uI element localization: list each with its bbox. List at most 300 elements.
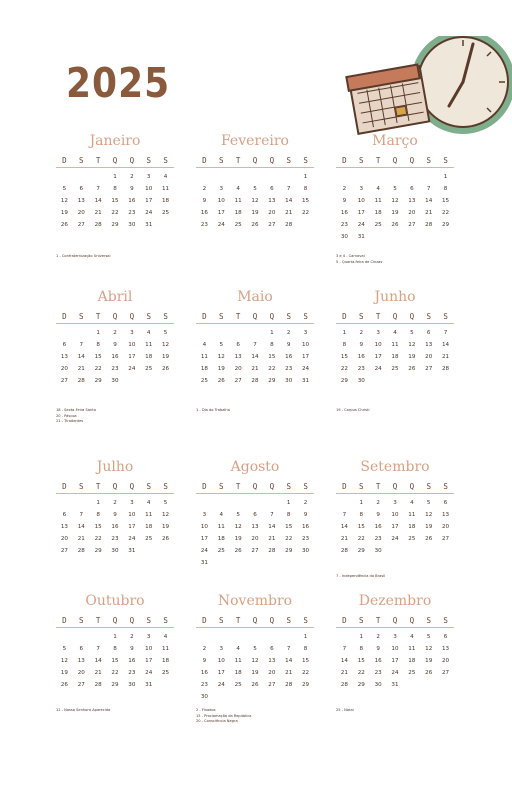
day-cell: 12 [162,512,170,518]
day-grid [196,497,314,569]
day-cell: 27 [425,366,433,372]
day-cell: 31 [357,234,365,240]
day-cell: 13 [425,342,433,348]
day-cell: 20 [425,354,433,360]
day-cell: 18 [200,366,208,372]
day-cell: 5 [426,634,431,640]
month-title: Fevereiro [220,133,289,149]
holiday-item: 15 - Proclamação da República [196,713,252,718]
weekday-label: Q [252,156,258,165]
holiday-item: 5 - Quarta-feira de Cinzas [336,259,383,264]
day-cell: 22 [94,366,102,372]
day-cell [247,171,264,183]
holiday-list [56,254,111,260]
day-cell: 21 [425,210,433,216]
day-cell: 27 [251,548,259,554]
day-cell: 21 [340,536,348,542]
day-cell: 31 [128,548,136,554]
weekday-header [336,156,454,168]
day-cell: 21 [442,354,450,360]
weekday-header [56,312,174,324]
day-cell: 22 [285,536,293,542]
day-cell: 19 [162,524,170,530]
day-cell: 28 [268,548,276,554]
day-cell: 16 [200,210,208,216]
month-title: Setembro [360,459,430,475]
day-cell: 13 [234,354,242,360]
day-cell: 12 [251,658,259,664]
day-grid [336,171,454,243]
day-cell: 16 [200,670,208,676]
day-cell: 5 [62,646,67,652]
day-cell: 23 [111,366,119,372]
day-cell: 24 [357,222,365,228]
weekday-label: T [235,616,241,625]
day-cell: 6 [426,330,431,336]
weekday-label: D [342,616,347,625]
weekday-label: S [359,482,364,491]
day-cell: 12 [425,512,433,518]
weekday-label: S [286,156,291,165]
day-cell: 10 [145,186,153,192]
day-cell [230,631,247,643]
day-cell: 15 [442,198,450,204]
weekday-header [196,616,314,628]
weekday-label: S [443,312,448,321]
day-cell [213,171,230,183]
weekday-label: Q [269,616,275,625]
day-cell: 19 [251,210,259,216]
day-cell: 15 [268,354,276,360]
day-cell: 19 [234,536,242,542]
day-cell: 28 [285,222,293,228]
day-cell: 9 [342,198,347,204]
weekday-label: Q [409,616,415,625]
day-cell: 8 [443,186,448,192]
day-cell: 17 [145,658,153,664]
day-cell: 21 [251,366,259,372]
month-title: Agosto [230,459,280,475]
day-cell: 17 [357,210,365,216]
day-cell: 28 [94,682,102,688]
day-cell: 14 [425,198,433,204]
day-cell: 26 [251,222,259,228]
month-title: Novembro [217,593,293,609]
day-cell: 22 [340,366,348,372]
day-cell: 10 [391,512,399,518]
day-cell: 17 [200,536,208,542]
weekday-label: S [219,156,224,165]
day-cell: 29 [111,222,119,228]
day-cell: 31 [145,682,153,688]
weekday-label: S [163,312,168,321]
day-cell: 14 [268,524,276,530]
day-cell: 4 [146,500,151,506]
day-cell: 1 [286,500,291,506]
day-cell: 12 [60,658,68,664]
day-cell: 25 [234,682,242,688]
day-cell: 12 [391,198,399,204]
day-cell: 28 [77,378,85,384]
day-cell [213,631,230,643]
day-cell: 29 [94,378,102,384]
day-cell: 9 [286,342,291,348]
holiday-item: 1 - Dia do Trabalho [196,408,230,412]
weekday-label: Q [252,312,258,321]
day-cell: 8 [359,646,364,652]
day-cell: 11 [374,198,382,204]
day-cell: 22 [111,670,119,676]
weekday-label: Q [392,156,398,165]
month-title: Outubro [85,593,145,609]
weekday-label: Q [392,312,398,321]
day-cell: 12 [162,342,170,348]
day-cell: 16 [374,658,382,664]
day-cell: 10 [200,524,208,530]
day-cell: 1 [113,174,117,180]
day-cell: 28 [77,548,85,554]
day-cell: 4 [219,512,224,518]
day-cell: 11 [234,198,242,204]
month-junho [336,288,454,387]
day-cell: 7 [270,512,274,518]
day-cell: 15 [94,524,102,530]
day-cell: 6 [62,512,67,518]
weekday-label: S [286,616,291,625]
day-cell: 4 [236,646,240,652]
day-cell: 11 [408,646,416,652]
day-cell: 9 [113,512,117,518]
day-grid [196,327,314,387]
day-cell: 4 [376,186,380,192]
weekday-label: D [62,616,67,625]
day-cell: 29 [357,548,365,554]
holiday-item: 18 - Sexta-Feira Santa [56,408,96,412]
day-cell: 15 [302,658,310,664]
day-cell: 8 [286,512,291,518]
day-cell: 30 [128,682,136,688]
day-cell: 2 [286,330,291,336]
month-abril [56,288,174,387]
day-cell [56,497,73,509]
day-cell: 7 [286,646,291,652]
weekday-label: S [146,156,151,165]
day-cell: 28 [340,682,348,688]
day-cell: 26 [425,536,433,542]
day-cell: 29 [268,378,276,384]
day-cell: 22 [111,210,119,216]
day-cell: 27 [60,378,68,384]
day-cell: 28 [94,222,102,228]
day-cell [73,171,90,183]
day-cell: 22 [442,210,450,216]
day-cell [263,171,280,183]
day-cell: 26 [162,536,170,542]
day-cell: 29 [94,548,102,554]
day-cell: 2 [376,634,380,640]
month-novembro [196,592,314,703]
day-cell: 2 [130,634,134,640]
day-cell: 9 [376,646,380,652]
day-cell: 16 [111,354,119,360]
day-cell: 25 [162,670,170,676]
day-cell: 15 [285,524,293,530]
weekday-label: S [359,156,364,165]
day-cell: 17 [217,210,225,216]
weekday-header [336,616,454,628]
holiday-list [336,708,354,714]
day-cell: 11 [200,354,208,360]
day-cell: 27 [408,222,416,228]
day-cell: 8 [342,342,347,348]
weekday-label: T [375,156,381,165]
day-cell: 10 [128,512,136,518]
day-cell: 25 [145,366,153,372]
day-cell: 2 [113,500,117,506]
clock-calendar-illustration [345,36,512,136]
weekday-header [56,156,174,168]
day-cell [213,327,230,339]
day-cell: 29 [357,682,365,688]
day-cell: 30 [340,234,348,240]
weekday-label: D [342,482,347,491]
day-cell: 23 [374,670,382,676]
weekday-label: T [375,482,381,491]
day-cell: 25 [374,222,382,228]
day-cell: 9 [376,512,380,518]
day-cell: 19 [60,210,68,216]
day-cell: 4 [410,634,414,640]
day-cell: 1 [359,500,364,506]
day-cell: 4 [202,342,207,348]
day-cell: 18 [217,536,225,542]
holiday-list [56,708,110,714]
day-cell: 2 [342,186,347,192]
weekday-label: S [219,616,224,625]
day-cell: 3 [393,500,397,506]
weekday-label: S [146,482,151,491]
holiday-item: 1 - Confraternização Universal [56,254,111,258]
weekday-label: D [202,482,207,491]
weekday-label: T [235,482,241,491]
day-cell: 30 [374,682,382,688]
weekday-label: S [79,312,84,321]
day-cell [230,171,247,183]
day-cell: 19 [251,670,259,676]
weekday-label: S [79,616,84,625]
day-cell [403,171,420,183]
day-cell: 8 [359,512,364,518]
day-cell: 24 [374,366,382,372]
holiday-item: 2 - Finados [196,708,216,712]
wall-calendar-icon [346,65,429,134]
day-cell: 25 [234,222,242,228]
day-cell: 17 [391,524,399,530]
day-cell [213,497,230,509]
weekday-label: D [202,156,207,165]
day-cell: 7 [286,186,291,192]
day-grid [56,171,174,231]
day-cell: 10 [302,342,310,348]
weekday-label: S [359,312,364,321]
day-cell: 2 [376,500,380,506]
weekday-label: T [95,156,101,165]
day-cell: 10 [357,198,365,204]
day-cell: 8 [113,646,117,652]
day-cell: 20 [77,210,85,216]
day-cell: 6 [270,186,274,192]
day-grid [336,327,454,387]
weekday-label: D [202,312,207,321]
day-cell: 8 [303,186,308,192]
day-cell [387,171,404,183]
day-grid [196,631,314,703]
day-cell: 7 [342,512,347,518]
weekday-label: D [342,312,347,321]
day-cell: 18 [234,210,242,216]
weekday-label: Q [269,312,275,321]
day-cell: 31 [302,378,310,384]
day-cell: 1 [342,330,347,336]
weekday-label: Q [409,312,415,321]
day-cell: 12 [425,646,433,652]
day-cell: 17 [128,354,136,360]
day-cell: 3 [219,646,224,652]
day-cell: 1 [96,500,100,506]
day-cell: 10 [217,198,225,204]
day-cell: 26 [60,222,68,228]
day-cell: 23 [111,536,119,542]
day-cell: 3 [146,174,151,180]
weekday-header [196,312,314,324]
day-cell: 31 [145,222,153,228]
day-cell: 19 [60,670,68,676]
day-cell [196,497,213,509]
month-title: Março [372,133,418,149]
day-cell [90,631,107,643]
day-cell: 18 [391,354,399,360]
day-cell: 27 [442,670,450,676]
day-cell: 24 [200,548,208,554]
day-cell: 14 [285,198,293,204]
day-cell: 23 [128,670,136,676]
day-cell: 13 [408,198,416,204]
day-cell: 15 [111,658,119,664]
weekday-label: S [426,156,431,165]
day-cell: 6 [236,342,240,348]
day-cell: 25 [391,366,399,372]
day-cell: 18 [162,658,170,664]
day-cell: 27 [234,378,242,384]
day-cell: 7 [426,186,431,192]
day-cell: 30 [302,548,310,554]
day-cell: 17 [374,354,382,360]
day-cell [196,327,213,339]
day-cell: 24 [145,210,153,216]
weekday-header [196,482,314,494]
day-cell [336,631,353,643]
day-cell [56,171,73,183]
weekday-label: S [219,312,224,321]
weekday-label: T [95,482,101,491]
day-cell [230,327,247,339]
day-cell: 3 [130,500,134,506]
weekday-label: S [146,616,151,625]
weekday-label: T [375,616,381,625]
day-cell: 1 [96,330,100,336]
day-cell: 19 [217,366,225,372]
day-cell: 21 [268,536,276,542]
day-cell: 16 [285,354,293,360]
day-cell: 7 [96,186,100,192]
day-cell [336,497,353,509]
day-cell: 5 [253,186,257,192]
day-cell [196,171,213,183]
day-cell: 24 [128,536,136,542]
day-cell: 11 [217,524,225,530]
weekday-label: Q [112,156,118,165]
day-cell: 18 [162,198,170,204]
month-title: Abril [97,289,133,305]
day-cell: 18 [234,670,242,676]
weekday-label: T [95,616,101,625]
day-cell: 13 [268,198,276,204]
day-cell: 23 [374,536,382,542]
day-cell: 29 [340,378,348,384]
weekday-label: S [219,482,224,491]
day-cell: 9 [113,342,117,348]
weekday-label: S [286,312,291,321]
day-cell: 23 [200,682,208,688]
day-cell: 10 [374,342,382,348]
day-cell: 19 [425,658,433,664]
day-cell: 14 [94,198,102,204]
day-cell: 21 [94,210,102,216]
day-cell: 13 [268,658,276,664]
day-cell: 13 [442,646,450,652]
day-cell: 22 [94,536,102,542]
day-cell: 22 [357,670,365,676]
day-cell: 3 [219,186,224,192]
day-cell: 1 [359,634,364,640]
day-cell [90,171,107,183]
day-cell: 22 [268,366,276,372]
day-cell: 24 [145,670,153,676]
day-cell: 6 [270,646,274,652]
day-cell: 13 [60,354,68,360]
day-cell: 19 [425,524,433,530]
day-grid [196,171,314,231]
weekday-label: S [303,312,308,321]
day-cell: 12 [60,198,68,204]
day-cell: 5 [236,512,240,518]
day-cell: 30 [111,378,119,384]
day-cell: 14 [77,524,85,530]
day-cell: 26 [391,222,399,228]
day-cell: 13 [77,198,85,204]
day-cell: 3 [303,330,308,336]
day-cell: 21 [340,670,348,676]
day-cell: 30 [111,548,119,554]
weekday-header [336,482,454,494]
day-cell [247,497,264,509]
weekday-label: Q [112,616,118,625]
day-cell: 13 [442,512,450,518]
day-cell: 20 [408,210,416,216]
month-julho [56,458,174,557]
weekday-header [56,616,174,628]
day-cell: 18 [145,524,153,530]
